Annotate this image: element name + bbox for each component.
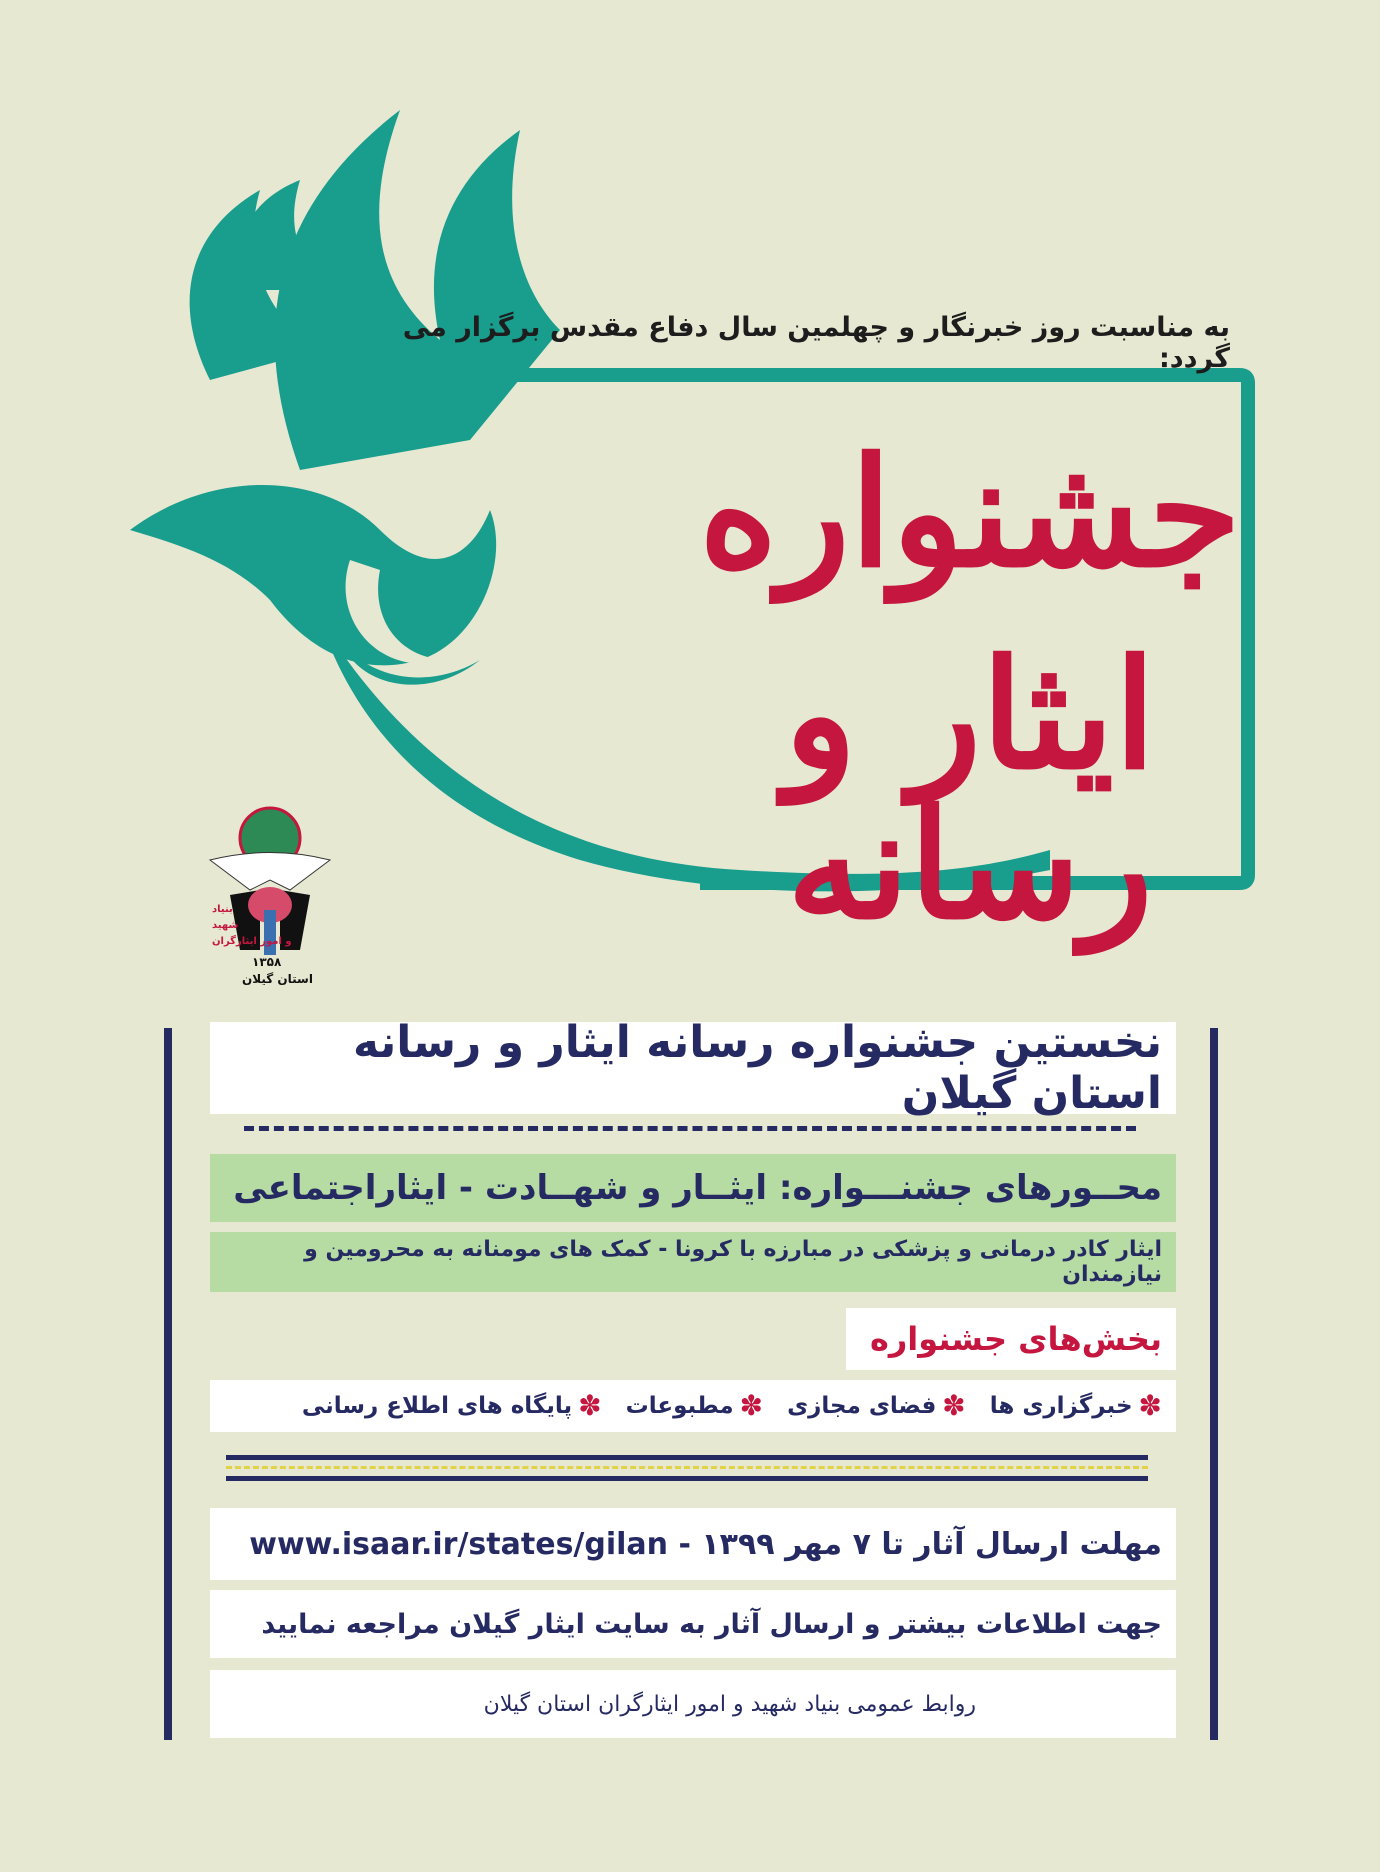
sections-list <box>210 1380 1176 1432</box>
festival-title-line2: ایثار و رسانه <box>784 627 1156 953</box>
divider-top <box>226 1455 1148 1460</box>
list-item: ✽ خبرگزاری ها <box>989 1389 1162 1422</box>
flower-star-icon: ✽ <box>942 1389 966 1422</box>
sections-title: بخش‌های جشنواره <box>846 1308 1176 1370</box>
dashed-divider <box>244 1126 1136 1132</box>
logo-year: ۱۳۵۸ <box>252 955 282 969</box>
deadline-text: مهلت ارسال آثار تا ۷ مهر ۱۳۹۹ - www.isaar.ir/states/gilan <box>210 1508 1176 1580</box>
festival-title-line1: جشنواره <box>699 425 1241 601</box>
logo-province: استان گیلان <box>242 972 313 986</box>
list-item: ✽ مطبوعات <box>625 1389 764 1422</box>
list-item: ✽ فضای مجازی <box>787 1389 966 1422</box>
flower-star-icon: ✽ <box>739 1389 764 1422</box>
flower-star-icon: ✽ <box>578 1389 602 1422</box>
logo-name-line1: بنیاد <box>212 904 233 915</box>
logo-name-line2: شهید <box>212 920 239 931</box>
right-border-line <box>1210 1028 1218 1740</box>
left-border-line <box>164 1028 172 1740</box>
info-text: جهت اطلاعات بیشتر و ارسال آثار به سایت ایثار گیلان مراجعه نمایید <box>210 1590 1176 1658</box>
logo-name-line3: و امور ایثارگران <box>212 936 292 947</box>
axes-title: محــورهای جشنـــواره: ایثــار و شهــادت - ایثاراجتماعی <box>210 1154 1176 1222</box>
occasion-subtitle: به مناسبت روز خبرنگار و چهلمین سال دفاع مقدس برگزار می گردد: <box>402 312 1230 374</box>
divider-dashed-yellow <box>226 1466 1148 1469</box>
divider-bottom <box>226 1476 1148 1481</box>
main-title: نخستین جشنواره رسانه ایثار و رسانه استان گیلان <box>210 1022 1176 1114</box>
flower-star-icon: ✽ <box>1138 1389 1162 1422</box>
list-item: ✽ پایگاه های اطلاع رسانی <box>301 1389 602 1422</box>
footer-credit: روابط عمومی بنیاد شهید و امور ایثارگران استان گیلان <box>210 1670 1176 1738</box>
axes-subtitle: ایثار کادر درمانی و پزشکی در مبارزه با کرونا - کمک های مومنانه به محرومین و نیازمندان <box>210 1232 1176 1292</box>
